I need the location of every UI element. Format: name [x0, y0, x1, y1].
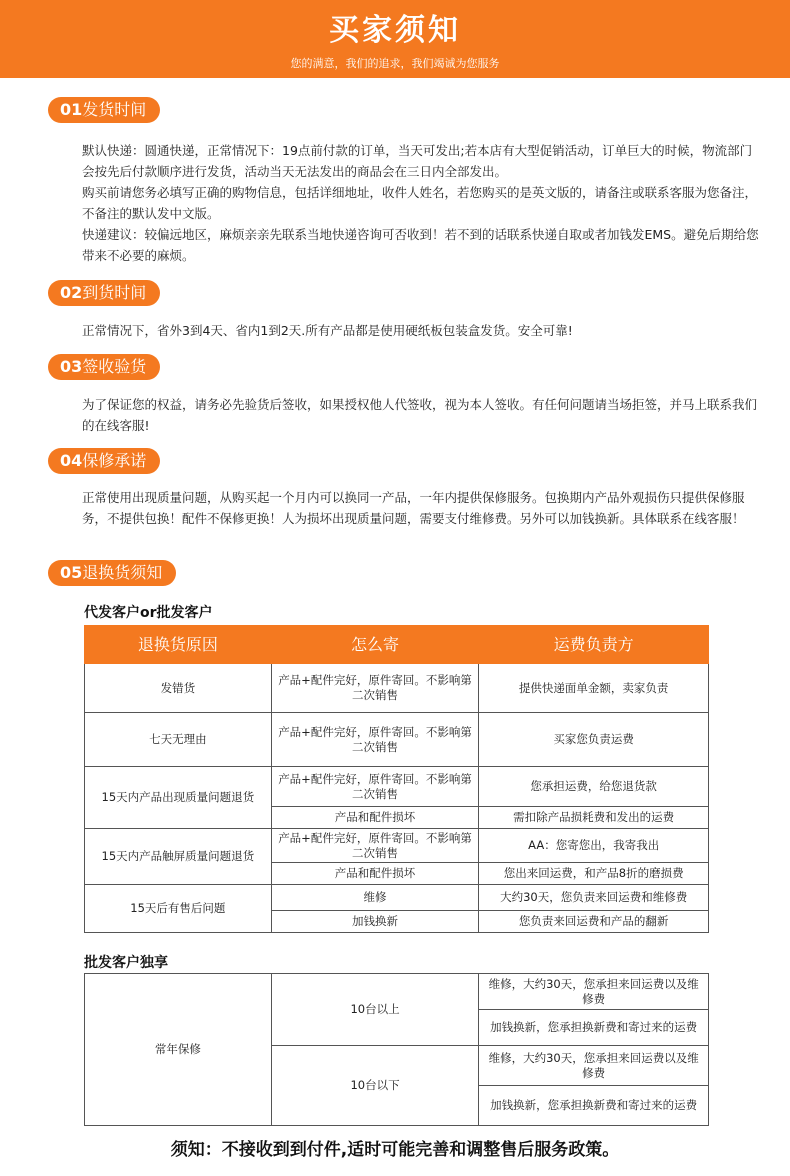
- table-row: [85, 664, 709, 713]
- section-title: 退换货须知: [82, 563, 163, 582]
- section-title: 保修承诺: [82, 451, 147, 470]
- fee-cell: 您出来回运费，和产品8折的磨损费: [479, 863, 709, 885]
- shipping-paragraph-1: 默认快递：圆通快递，正常情况下：19点前付款的订单，当天可发出;若本店有大型促销活动，订单巨大的时候，物流部门会按先后付款顺序进行发货，活动当天无法发出的商品会在三日内全部发出。: [82, 143, 753, 179]
- table-row: [85, 829, 709, 863]
- how-cell: 产品和配件损坏: [271, 807, 479, 829]
- section-label-warranty: [48, 448, 160, 474]
- fee-cell: 大约30天，您负责来回运费和维修费: [479, 885, 709, 911]
- section-label-shipping: [48, 97, 160, 123]
- fee-cell: AA：您寄您出，我寄我出: [479, 829, 709, 863]
- fee-cell: 您负责来回运费和产品的翻新: [479, 911, 709, 933]
- section-title: 签收验货: [82, 357, 147, 376]
- fee-cell: 维修，大约30天，您承担来回运费以及维修费: [479, 1046, 709, 1086]
- tier-cell: 10台以下: [271, 1046, 479, 1126]
- fee-cell: 加钱换新，您承担换新费和寄过来的运费: [479, 1086, 709, 1126]
- wholesale-table: [84, 973, 709, 1126]
- fee-cell: 需扣除产品损耗费和发出的运费: [479, 807, 709, 829]
- shipping-paragraph-3: 快递建议：较偏远地区，麻烦亲亲先联系当地快递咨询可否收到！若不到的话联系快递自取或者加钱发EMS。避免后期给您带来不必要的麻烦。: [82, 227, 759, 263]
- how-cell: 维修: [271, 885, 479, 911]
- reason-cell: 15天内产品触屏质量问题退货: [85, 829, 272, 885]
- table-row: [85, 767, 709, 807]
- footer-note: 须知：不接收到到付件,适时可能完善和调整售后服务政策。: [170, 1140, 620, 1160]
- section-title: 到货时间: [82, 283, 147, 302]
- how-cell: 产品+配件完好，原件寄回。不影响第二次销售: [271, 829, 479, 863]
- reason-cell: 15天后有售后问题: [85, 885, 272, 933]
- wholesale-label-cell: 常年保修: [85, 974, 272, 1126]
- section-number: 05: [60, 563, 83, 582]
- section-number: 02: [60, 283, 83, 302]
- section-number: 01: [60, 100, 83, 119]
- reason-cell: 七天无理由: [85, 713, 272, 767]
- how-cell: 产品+配件完好，原件寄回。不影响第二次销售: [271, 713, 479, 767]
- page-subtitle: 您的满意，我们的追求，我们竭诚为您服务: [290, 57, 500, 70]
- how-cell: 产品+配件完好，原件寄回。不影响第二次销售: [271, 664, 479, 713]
- inspection-paragraph: 为了保证您的权益，请务必先验货后签收，如果授权他人代签收，视为本人签收。有任何问题请当场拒签，并马上联系我们的在线客服!: [82, 397, 758, 433]
- fee-cell: 加钱换新，您承担换新费和寄过来的运费: [479, 1010, 709, 1046]
- section-number: 04: [60, 451, 83, 470]
- fee-cell: 提供快递面单金额，卖家负责: [479, 664, 709, 713]
- arrival-paragraph: 正常情况下，省外3到4天、省内1到2天.所有产品都是使用硬纸板包装盒发货。安全可靠!: [82, 323, 573, 338]
- how-cell: 产品和配件损坏: [271, 863, 479, 885]
- table-row: [85, 885, 709, 911]
- column-header-reason: 退换货原因: [85, 626, 272, 664]
- fee-cell: 维修，大约30天，您承担来回运费以及维修费: [479, 974, 709, 1010]
- how-cell: 加钱换新: [271, 911, 479, 933]
- fee-cell: 您承担运费，给您退货款: [479, 767, 709, 807]
- tier-cell: 10台以上: [271, 974, 479, 1046]
- fee-cell: 买家您负责运费: [479, 713, 709, 767]
- warranty-paragraph: 正常使用出现质量问题，从购买起一个月内可以换同一产品，一年内提供保修服务。包换期内产品外观损伤只提供保修服务，不提供包换！配件不保修更换！人为损坏出现质量问题，需要支付维修费。另外可以加钱换新。具体联系在线客服！: [82, 490, 745, 526]
- page-title: 买家须知: [329, 13, 461, 48]
- section-label-inspection: [48, 354, 160, 380]
- section-title: 发货时间: [82, 100, 147, 119]
- returns-subheading: 代发客户or批发客户: [84, 605, 213, 621]
- wholesale-subheading: 批发客户独享: [84, 955, 168, 971]
- column-header-how: 怎么寄: [271, 626, 479, 664]
- returns-table: [84, 625, 709, 933]
- how-cell: 产品+配件完好，原件寄回。不影响第二次销售: [271, 767, 479, 807]
- column-header-fee: 运费负责方: [479, 626, 709, 664]
- section-label-arrival: [48, 280, 160, 306]
- table-row: [85, 713, 709, 767]
- shipping-paragraph-2: 购买前请您务必填写正确的购物信息，包括详细地址，收件人姓名，若您购买的是英文版的，请备注或联系客服为您备注，不备注的默认发中文版。: [82, 185, 758, 221]
- table-header-row: [85, 626, 709, 664]
- reason-cell: 15天内产品出现质量问题退货: [85, 767, 272, 829]
- section-label-returns: [48, 560, 176, 586]
- reason-cell: 发错货: [85, 664, 272, 713]
- section-number: 03: [60, 357, 83, 376]
- table-row: [85, 974, 709, 1010]
- header-banner: [0, 0, 790, 78]
